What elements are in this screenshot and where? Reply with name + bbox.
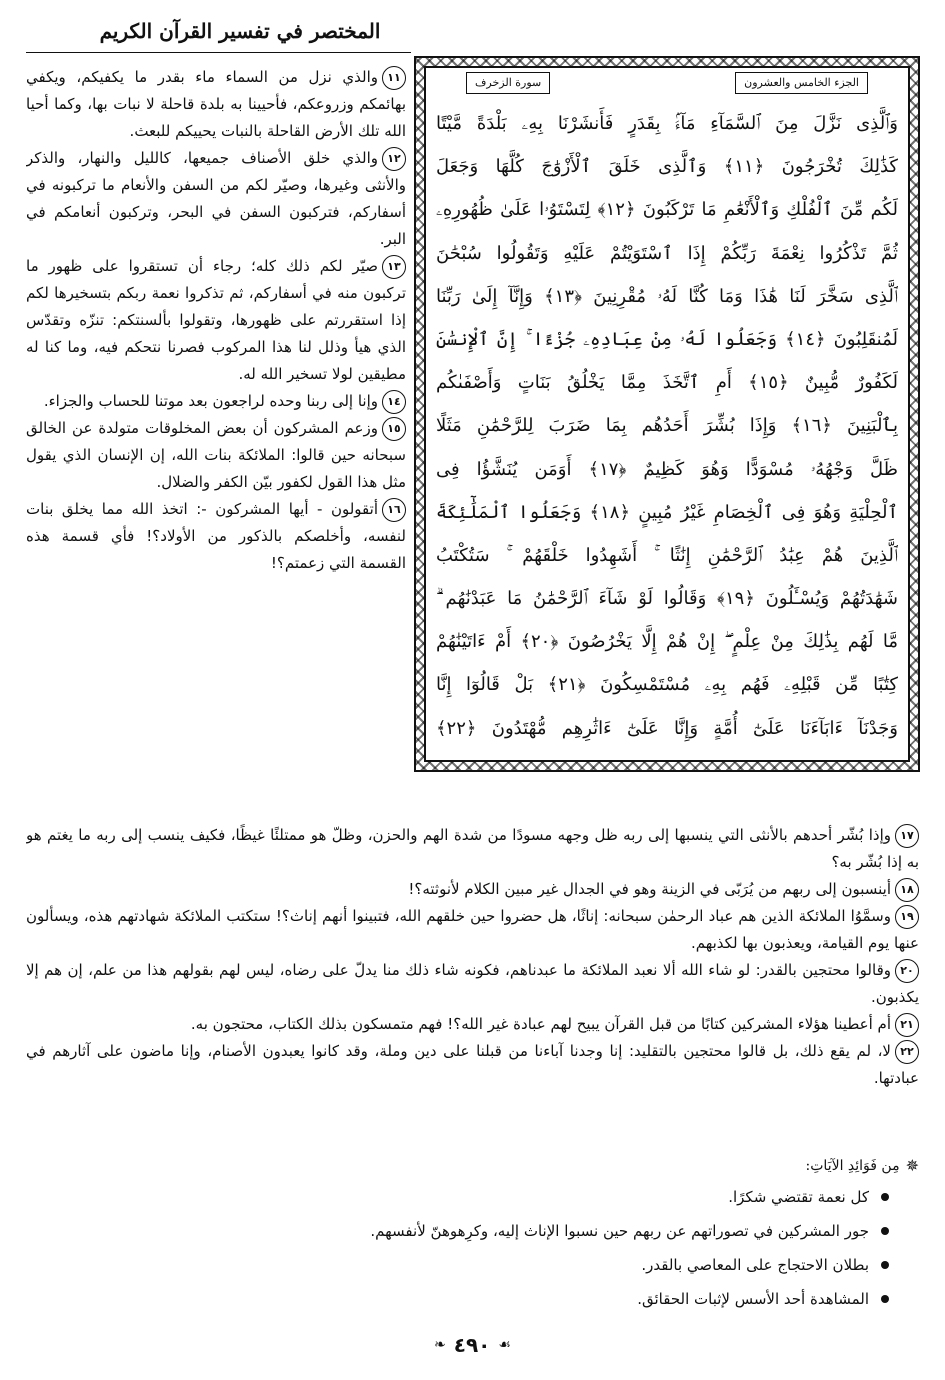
tafsir-text: أم أعطينا هؤلاء المشركين كتابًا من قبل القرآن يبيح لهم عبادة غير الله؟! فهم متمسكون بذلك الكتاب، محتجون به. — [190, 1015, 891, 1033]
verse-number-icon: ١٧ — [895, 824, 919, 848]
list-item — [26, 1214, 919, 1248]
verse-number-icon: ٢٢ — [895, 1040, 919, 1064]
quran-line: شَهَٰدَتُهُمْ وَيُسْـَٔلُونَ ﴿١٩﴾ وَقَالُوا لَوْ شَآءَ ٱلرَّحْمَٰنُ مَا عَبَدْنَٰهُم ۗ — [436, 588, 898, 610]
tafsir-bottom-column — [26, 822, 919, 1150]
tafsir-paragraph — [26, 145, 406, 253]
tafsir-text: أتقولون - أيها المشركون -: اتخذ الله مما يخلق بنات لنفسه، وأخلصكم بالذكور من الأولاد؟! فأي قسمة هذه القسمة التي زعمتم؟! — [26, 500, 406, 572]
benefit-text: المشاهدة أحد الأسس لإثبات الحقائق. — [637, 1290, 869, 1308]
page-number — [400, 1332, 545, 1358]
verse-number-icon: ١٦ — [382, 498, 406, 522]
verse-number-icon: ١٢ — [382, 147, 406, 171]
ornament-icon: ☙ — [498, 1337, 511, 1353]
tafsir-paragraph — [26, 496, 406, 577]
quran-line: مَّا لَهُم بِذَٰلِكَ مِنْ عِلْمٍ ۖ إِنْ هُمْ إِلَّا يَخْرُصُونَ ﴿٢٠﴾ أَمْ ءَاتَيْنَٰهُمْ — [436, 631, 898, 653]
benefit-text: جور المشركين في تصوراتهم عن ربهم حين نسبوا الإناث إليه، وكرِهوهنّ لأنفسهم. — [370, 1222, 869, 1240]
bullet-icon — [881, 1227, 889, 1235]
quran-line: ثُمَّ تَذْكُرُوا نِعْمَةَ رَبِّكُمْ إِذَا ٱسْتَوَيْتُمْ عَلَيْهِ وَتَقُولُوا سُبْحَٰنَ — [436, 242, 898, 264]
quran-line: ظَلَّ وَجْهُهُۥ مُسْوَدًّا وَهُوَ كَظِيمٌ ﴿١٧﴾ أَوَمَن يُنَشَّؤُا فِى — [436, 458, 898, 480]
book-title: المختصر في تفسير القرآن الكريم — [99, 19, 381, 43]
tafsir-text: والذي خلق الأصناف جميعها، كالليل والنهار، والذكر والأنثى وغيرها، وصيّر لكم من السفن والأنعام ما تركبونه في أسفاركم، فتركبون السفن في البحر، وتركبون أنعامكم في البر. — [26, 149, 406, 248]
verse-number-icon: ٢١ — [895, 1013, 919, 1037]
quran-line: بِٱلْبَنِينَ ﴿١٦﴾ وَإِذَا بُشِّرَ أَحَدُهُم بِمَا ضَرَبَ لِلرَّحْمَٰنِ مَثَلًا — [436, 415, 898, 437]
tafsir-text: وقالوا محتجين بالقدر: لو شاء الله ألا نعبد الملائكة ما عبدناهم، فكونه شاء ذلك منا يدلّ على رضاه، ليس لهم بقولهم هذا من علم، إن هم إلا يكذبون. — [26, 961, 919, 1006]
header-divider — [26, 52, 411, 53]
tafsir-text: أينسبون إلى ربهم من يُرَبّى في الزينة وهو في الجدال غير مبين الكلام لأنوثته؟! — [408, 880, 891, 898]
tafsir-paragraph — [26, 822, 919, 876]
quran-line: وَٱلَّذِى نَزَّلَ مِنَ ٱلسَّمَآءِ مَآءَۢ بِقَدَرٍ فَأَنشَرْنَا بِهِۦ بَلْدَةً مَّيْتًا — [436, 113, 898, 134]
quran-lines — [436, 102, 898, 752]
list-item — [26, 1248, 919, 1282]
tafsir-paragraph — [26, 1038, 919, 1092]
tafsir-text: والذي نزل من السماء ماء بقدر ما يكفيكم، ويكفي بهائمكم وزروعكم، فأحيينا به بلدة قاحلة لا نبات بها، وكما أحيا الله تلك الأرض القاحلة بالنبات يحييكم للبعث. — [26, 68, 406, 140]
tafsir-side-column — [26, 64, 406, 820]
list-item — [26, 1180, 919, 1214]
verse-number-icon: ١٥ — [382, 417, 406, 441]
tafsir-text: وإنا إلى ربنا وحده لراجعون بعد موتنا للحساب والجزاء. — [43, 392, 378, 410]
bullet-icon — [881, 1193, 889, 1201]
quran-line: وَجَدْنَآ ءَابَآءَنَا عَلَىٰٓ أُمَّةٍ وَإِنَّا عَلَىٰٓ ءَاثَٰرِهِم مُّهْتَدُونَ ﴿٢٢﴾ — [436, 717, 898, 739]
verse-number-icon: ١٤ — [382, 390, 406, 414]
tafsir-text: لا، لم يقع ذلك، بل قالوا محتجين بالتقليد: إنا وجدنا آباءنا من قبلنا على دين وملة، وقد كانوا يعبدون الأصنام، وإنا ماضون على آثارهم في عبادتها. — [26, 1042, 919, 1087]
tafsir-text: صيّر لكم ذلك كله؛ رجاء أن تستقروا على ظهور ما تركبون منه في أسفاركم، ثم تذكروا نعمة ربكم بتسخيرها لكم إذا استقررتم على ظهورها، وتقولوا بألسنتكم: تنزّه وتقدّس الذي هيأ وذلل لنا هذا المركوب فصرنا نتحكم فيه، وما كنا له مطيقين لولا تسخير الله له. — [26, 257, 406, 383]
bullet-icon — [881, 1261, 889, 1269]
benefits-heading — [26, 1152, 919, 1180]
tafsir-paragraph — [26, 64, 406, 145]
quran-labels — [466, 72, 868, 94]
list-item — [26, 1282, 919, 1316]
tafsir-paragraph — [26, 1011, 919, 1038]
quran-line: ٱلَّذِى سَخَّرَ لَنَا هَٰذَا وَمَا كُنَّا لَهُۥ مُقْرِنِينَ ﴿١٣﴾ وَإِنَّآ إِلَىٰ رَبِّنَا — [436, 285, 898, 307]
tafsir-paragraph — [26, 388, 406, 415]
surah-label: سورة الزخرف — [466, 72, 550, 94]
benefits-heading-text: مِن فَوَائِدِ الآيَاتِ: — [805, 1158, 900, 1174]
quran-line: كِتَٰبًا مِّن قَبْلِهِۦ فَهُم بِهِۦ مُسْتَمْسِكُونَ ﴿٢١﴾ بَلْ قَالُوٓا إِنَّا — [436, 674, 898, 696]
star-ornament-icon: ✵ — [905, 1156, 919, 1175]
tafsir-text: وزعم المشركون أن بعض المخلوقات متولدة عن الخالق سبحانه حين قالوا: الملائكة بنات الله، إن الإنسان الذي يقول مثل هذا القول لكفور بيّن الكفر والضلال. — [26, 419, 406, 491]
verse-number-icon: ١٣ — [382, 255, 406, 279]
page-number-text: ٤٩٠ — [453, 1333, 491, 1357]
verse-number-icon: ١٩ — [895, 905, 919, 929]
quran-line: كَذَٰلِكَ تُخْرَجُونَ ﴿١١﴾ وَٱلَّذِى خَلَقَ ٱلْأَزْوَٰجَ كُلَّهَا وَجَعَلَ — [436, 156, 898, 178]
benefit-text: بطلان الاحتجاج على المعاصي بالقدر. — [641, 1256, 869, 1274]
quran-line: لَمُنقَلِبُونَ ﴿١٤﴾ وَجَعَلُوا لَهُۥ مِنْ عِبَادِهِۦ جُزْءًا ۚ إِنَّ ٱلْإِنسَٰنَ — [436, 328, 898, 350]
tafsir-paragraph — [26, 957, 919, 1011]
tafsir-paragraph — [26, 253, 406, 388]
benefit-text: كل نعمة تقتضي شكرًا. — [728, 1188, 869, 1206]
quran-line: لَكَفُورٌ مُّبِينٌ ﴿١٥﴾ أَمِ ٱتَّخَذَ مِمَّا يَخْلُقُ بَنَاتٍ وَأَصْفَىٰكُم — [436, 372, 898, 394]
quran-text-box — [424, 66, 910, 762]
tafsir-text: وإذا بُشّر أحدهم بالأنثى التي ينسبها إلى ربه ظل وجهه مسودًا من شدة الهم والحزن، وظلّ هو ممتلئًا غيظًا، فكيف ينسب إلى ربه ما يغتم هو به إذا بُشّر به؟ — [26, 826, 919, 871]
quran-line: لَكُم مِّنَ ٱلْفُلْكِ وَٱلْأَنْعَٰمِ مَا تَرْكَبُونَ ﴿١٢﴾ لِتَسْتَوُۥا عَلَىٰ ظُهُورِهِۦ — [436, 199, 898, 221]
tafsir-paragraph — [26, 903, 919, 957]
quran-frame — [414, 56, 920, 772]
benefits-section — [26, 1152, 919, 1322]
quran-line: ٱلْحِلْيَةِ وَهُوَ فِى ٱلْخِصَامِ غَيْرُ مُبِينٍ ﴿١٨﴾ وَجَعَلُوا ٱلْمَلَٰٓئِكَةَ — [436, 501, 898, 523]
juz-label: الجزء الخامس والعشرون — [735, 72, 868, 94]
tafsir-paragraph — [26, 415, 406, 496]
bullet-icon — [881, 1295, 889, 1303]
quran-line: ٱلَّذِينَ هُمْ عِبَٰدُ ٱلرَّحْمَٰنِ إِنَٰثًا ۚ أَشَهِدُوا خَلْقَهُمْ ۚ سَتُكْتَبُ — [436, 544, 898, 566]
verse-number-icon: ١٨ — [895, 878, 919, 902]
ornament-icon: ❧ — [434, 1337, 446, 1353]
tafsir-paragraph — [26, 876, 919, 903]
tafsir-text: وسمَّوُا الملائكة الذين هم عباد الرحمٰن سبحانه: إناثًا، هل حضروا حين خلقهم الله، فتبينوا أنهم إناث؟! ستكتب الملائكة شهادتهم هذه، ويسألون عنها يوم القيامة، ويعذبون بها لكذبهم. — [26, 907, 919, 952]
verse-number-icon: ٢٠ — [895, 959, 919, 983]
verse-number-icon: ١١ — [382, 66, 406, 90]
